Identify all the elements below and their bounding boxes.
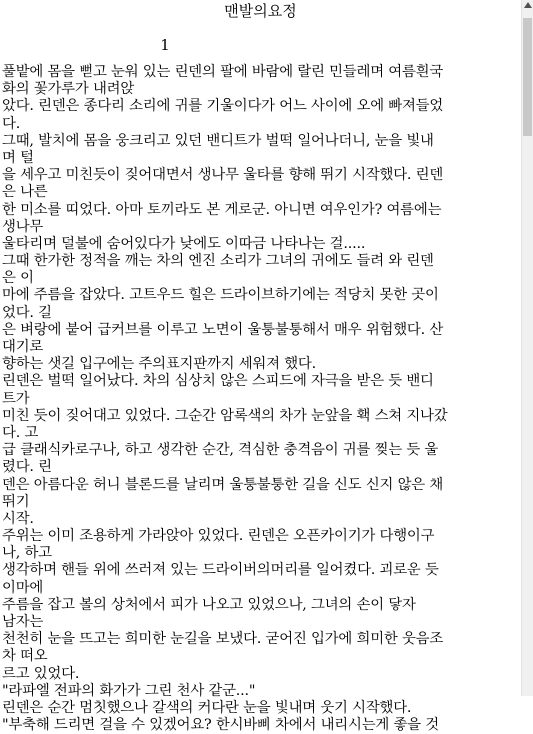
text-line: 급 클래식카로구나, 하고 생각한 순간, 격심한 충격음이 귀를 찢는 듯 울 bbox=[2, 442, 439, 459]
vertical-scrollbar[interactable] bbox=[521, 0, 533, 696]
text-line: 대기로 bbox=[2, 339, 44, 355]
text-line: 시작. bbox=[2, 510, 34, 527]
text-line: 울타리며 덜불에 숨어있다가 낮에도 이따금 나타나는 걸..... bbox=[2, 235, 366, 252]
text-line: 생각하며 핸들 위에 쓰러져 있는 드라이버의머리를 일어켰다. 괴로운 듯 bbox=[2, 562, 439, 579]
text-line: 생나무 bbox=[2, 218, 44, 235]
text-line: "부축해 드리면 걸을 수 있겠어요? 한시바삐 차에서 내리시는게 좋을 것 bbox=[2, 717, 439, 734]
text-line: 었다. 길 bbox=[2, 304, 52, 321]
text-line: 덴은 아름다운 허니 블론드를 날리며 울퉁불퉁한 길을 신도 신지 않은 채 bbox=[2, 476, 444, 493]
text-line: 풀밭에 몸을 뻗고 눈워 있는 린덴의 팔에 바람에 랄린 민들레며 여름흰국 bbox=[2, 64, 444, 80]
text-line: 았다. 린덴은 종다리 소리에 귀를 기울이다가 어느 사이에 오에 빠져들었 bbox=[2, 98, 444, 115]
scroll-up-arrow-icon[interactable] bbox=[524, 2, 532, 8]
text-line: 린덴은 벌떡 일어났다. 차의 심상치 않은 스피드에 자극을 받은 듯 밴디 bbox=[2, 373, 434, 390]
text-line: 뛰기 bbox=[2, 493, 30, 510]
text-line: 은 나른 bbox=[2, 184, 48, 201]
text-line: 며 털 bbox=[2, 149, 34, 166]
text-line: 화의 꽃가루가 내려앉 bbox=[2, 81, 135, 98]
text-line: 천천히 눈을 뜨고는 희미한 눈길을 보냈다. 굳어진 입가에 희미한 웃음조 bbox=[2, 631, 444, 648]
text-line: 이마에 bbox=[2, 579, 44, 596]
text-line: 렸다. 린 bbox=[2, 459, 52, 476]
text-line: 트가 bbox=[2, 390, 30, 407]
text-line: 을 세우고 미친듯이 짖어대면서 생나무 울타를 향해 뛰기 시작했다. 린덴 bbox=[2, 167, 444, 184]
text-line: 다. 고 bbox=[2, 424, 39, 441]
document-title: 맨발의요정 bbox=[224, 2, 297, 20]
text-line: 린덴은 순간 멈칫했으나 갈색의 커다란 눈을 빛내며 웃기 시작했다. bbox=[2, 699, 412, 716]
text-line: 미친 듯이 짖어대고 있었다. 그순간 암록색의 차가 눈앞을 홱 스쳐 지나갔 bbox=[2, 407, 448, 424]
text-line: 그때 한가한 정적을 깨는 차의 엔진 소리가 그녀의 귀에도 들려 와 린덴 bbox=[2, 253, 434, 270]
text-line: 나, 하고 bbox=[2, 545, 52, 562]
text-line: 다. bbox=[2, 115, 21, 132]
text-line: 향하는 샛길 입구에는 주의표지판까지 세워져 했다. bbox=[2, 356, 316, 373]
scrollbar-thumb[interactable] bbox=[523, 18, 532, 136]
text-line: "라파엘 전파의 화가가 그린 천사 같군..." bbox=[2, 682, 256, 699]
text-line: 한 미소를 띠었다. 아마 토끼라도 본 게로군. 아니면 여우인가? 여름에는 bbox=[2, 201, 442, 218]
text-line: 주름을 잡고 볼의 상처에서 피가 나오고 있었으나, 그녀의 손이 닿자 bbox=[2, 596, 416, 613]
text-line: 주위는 이미 조용하게 가라앉아 있었다. 린덴은 오픈카이기가 다행이구 bbox=[2, 528, 435, 545]
text-line: 은 벼랑에 붙어 급커브를 이루고 노면이 울퉁불퉁해서 매우 위험했다. 산 bbox=[2, 321, 444, 338]
text-line: 르고 있었다. bbox=[2, 665, 80, 682]
text-line: 남자는 bbox=[2, 614, 44, 630]
text-line: 은 이 bbox=[2, 270, 34, 287]
chapter-number: 1 bbox=[160, 36, 170, 54]
text-line: 마에 주름을 잡았다. 고트우드 힐은 드라이브하기에는 적당치 못한 곳이 bbox=[2, 287, 439, 304]
text-line: 차 떠오 bbox=[2, 648, 48, 665]
text-line: 그때, 발치에 몸을 웅크리고 있던 밴디트가 벌떡 일어나더니, 눈을 빛내 bbox=[2, 132, 434, 149]
document-body bbox=[2, 64, 521, 734]
